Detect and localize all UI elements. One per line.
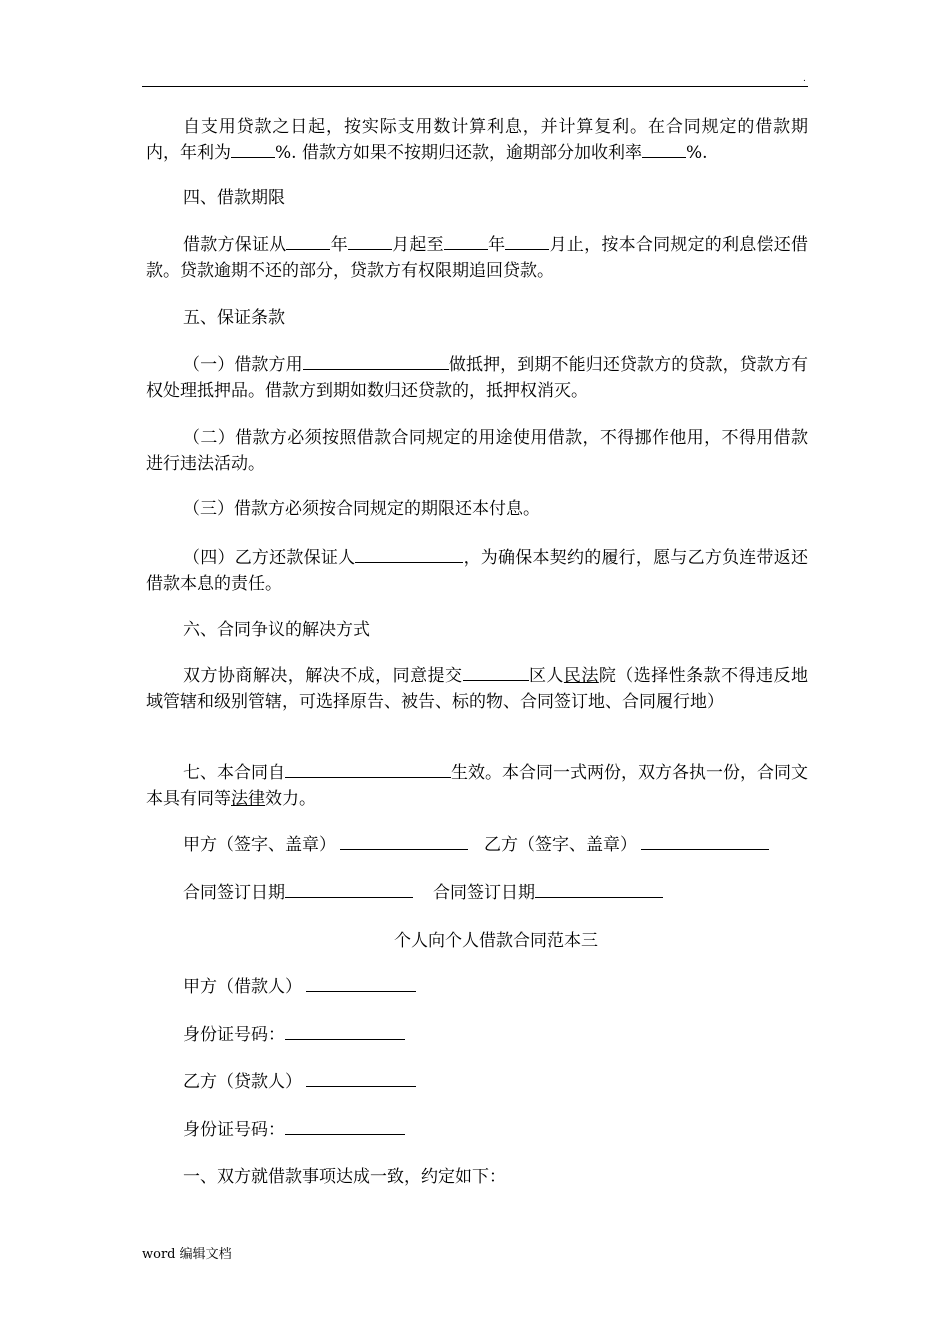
party-a-signature-blank[interactable]	[340, 832, 468, 850]
law-link[interactable]: 法律	[231, 789, 265, 809]
end-year-blank[interactable]	[444, 232, 488, 250]
collateral-blank[interactable]	[303, 352, 449, 370]
term-month-label-1: 月起至	[391, 235, 444, 255]
date-b-blank[interactable]	[535, 880, 663, 898]
date-b-label: 合同签订日期	[433, 883, 535, 903]
section-6-heading: 六、合同争议的解决方式	[183, 620, 370, 640]
borrower-name-blank[interactable]	[306, 974, 416, 992]
sec7-text-c: 效力。	[265, 789, 316, 809]
template3-clause-1: 一、双方就借款事项达成一致，约定如下：	[183, 1167, 506, 1187]
template3-id-b-line	[183, 1117, 405, 1143]
interest-paragraph	[146, 114, 808, 166]
template-3-title: 个人向个人借款合同范本三	[394, 931, 598, 951]
end-month-blank[interactable]	[505, 232, 549, 250]
footer-label: word 编辑文档	[142, 1247, 232, 1262]
interest-text-b: %. 借款方如果不按期归还款，逾期部分加收利率	[275, 143, 642, 163]
date-a-blank[interactable]	[285, 880, 413, 898]
borrower-id-blank[interactable]	[285, 1022, 405, 1040]
g1-text-b: 做抵押，到期不能归还贷款方的贷款，贷款方有权处理抵押品。借款方到期如数归还贷款的，抵押权消灭。	[146, 355, 808, 401]
header-rule	[142, 86, 808, 87]
dispute-text-a: 双方协商解决，解决不成，同意提交	[183, 666, 463, 686]
contract-date-line	[183, 880, 663, 906]
lender-id-blank[interactable]	[285, 1117, 405, 1135]
template3-id-a-line	[183, 1022, 405, 1048]
guarantee-clause-2: （二）借款方必须按照借款合同规定的用途使用借款，不得挪作他用，不得用借款进行违法活动。	[146, 428, 808, 474]
start-month-blank[interactable]	[348, 232, 392, 250]
section-7-paragraph	[146, 760, 808, 812]
template3-party-a-line	[183, 974, 416, 1000]
party-a-signature-label: 甲方（签字、盖章）	[183, 835, 336, 855]
guarantee-clause-3: （三）借款方必须按合同规定的期限还本付息。	[183, 499, 540, 519]
id-a-label: 身份证号码：	[183, 1025, 285, 1045]
dispute-text-b: 区人	[528, 666, 564, 686]
party-a-borrower-label: 甲方（借款人）	[183, 977, 302, 997]
term-year-label-2: 年	[487, 235, 506, 255]
annual-rate-blank[interactable]	[231, 140, 275, 158]
section-5-heading: 五、保证条款	[183, 308, 285, 328]
party-b-signature-blank[interactable]	[641, 832, 769, 850]
date-a-label: 合同签订日期	[183, 883, 285, 903]
interest-text-a: 自支用贷款之日起，按实际支用数计算利息，并计算复利。在合同规定的借款期内，年利为	[146, 117, 808, 163]
sec7-text-b: 生效。本合同一式两份，双方各执一份，合同文本具有同等	[146, 763, 808, 809]
court-link[interactable]: 民法	[563, 666, 599, 686]
term-year-label-1: 年	[330, 235, 348, 255]
id-b-label: 身份证号码：	[183, 1120, 285, 1140]
lender-name-blank[interactable]	[306, 1069, 416, 1087]
guarantee-clause-1	[146, 352, 808, 404]
court-district-blank[interactable]	[463, 663, 529, 681]
template3-party-b-line	[183, 1069, 416, 1095]
signature-line	[183, 832, 769, 858]
g1-text-a: （一）借款方用	[183, 355, 303, 375]
g4-text-b: ，为确保本契约的履行，愿与乙方负连带返还借款本息的责任。	[146, 548, 809, 594]
section-4-heading: 四、借款期限	[183, 188, 285, 208]
party-b-lender-label: 乙方（贷款人）	[183, 1072, 302, 1092]
term-text-b: 月止，按本合同规定的利息偿还借款。贷款逾期不还的部分，贷款方有权限期追回贷款。	[146, 235, 809, 281]
dispute-text-c: 院（选择性条款不得违反地域管辖和级别管辖，可选择原告、被告、标的物、合同签订地、合同履行地）	[146, 666, 808, 712]
effective-date-blank[interactable]	[285, 760, 451, 778]
g4-text-a: （四）乙方还款保证人	[183, 548, 356, 568]
header-dot: .	[803, 74, 806, 84]
party-b-signature-label: 乙方（签字、盖章）	[484, 835, 637, 855]
guarantor-blank[interactable]	[355, 545, 463, 563]
interest-text-c: %.	[685, 143, 708, 163]
dispute-paragraph	[146, 663, 808, 715]
loan-term-paragraph	[146, 232, 808, 284]
sec7-text-a: 七、本合同自	[183, 763, 285, 783]
overdue-rate-blank[interactable]	[642, 140, 686, 158]
start-year-blank[interactable]	[286, 232, 330, 250]
guarantee-clause-4	[146, 545, 808, 597]
term-text-a: 借款方保证从	[183, 235, 287, 255]
